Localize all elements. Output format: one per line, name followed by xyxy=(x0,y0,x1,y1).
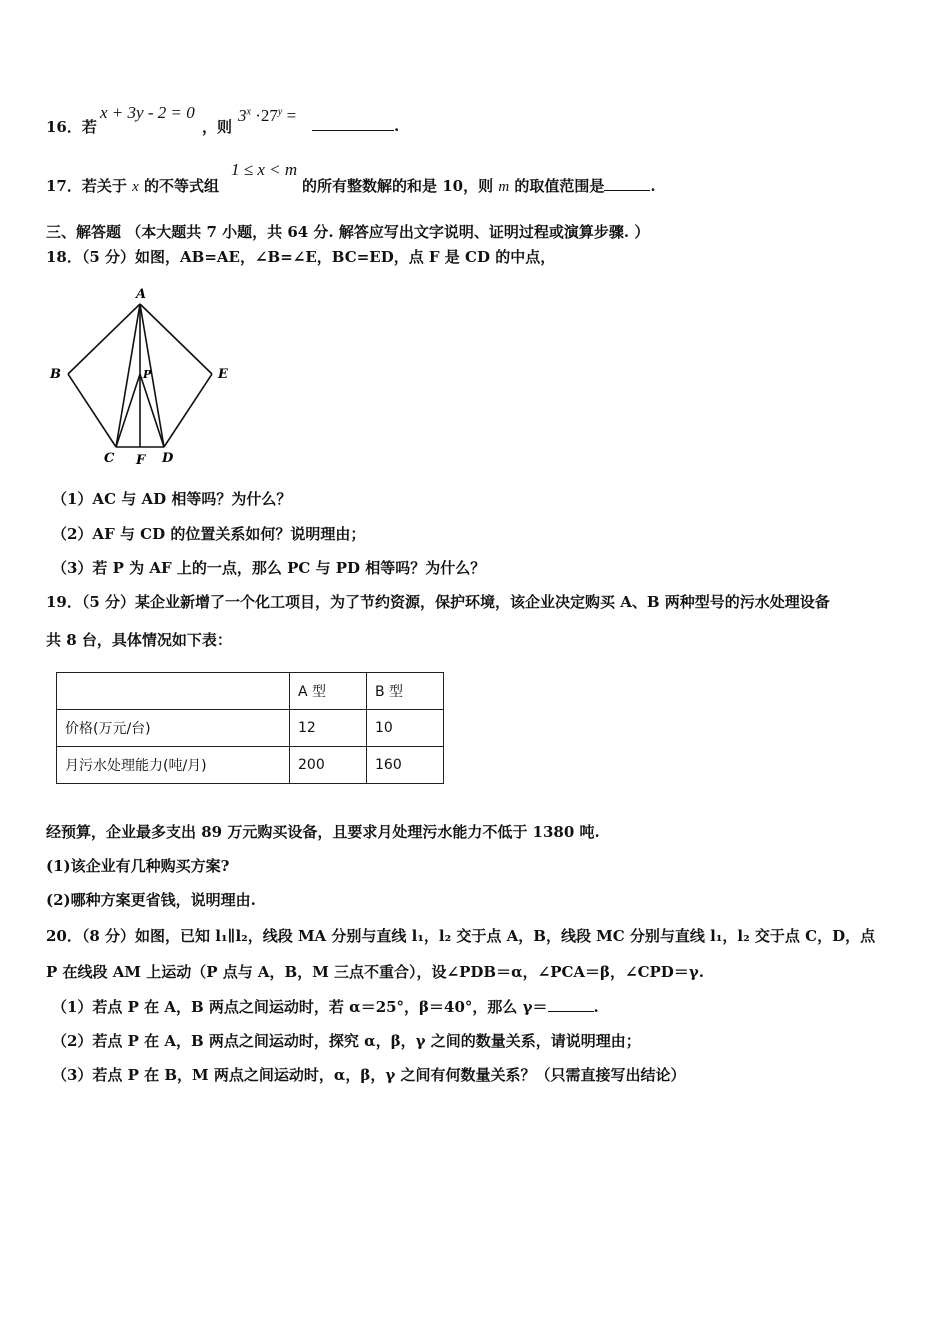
table-cell: 12 xyxy=(290,710,367,747)
label-d: D xyxy=(162,451,174,466)
label-c: C xyxy=(104,451,115,466)
label-f: F xyxy=(136,453,146,468)
label-e: E xyxy=(218,367,228,382)
q20-line-2: P 在线段 AM 上运动（P 点与 A，B，M 三点不重合），设∠PDB＝α，∠PCA＝β，∠CPD＝γ. xyxy=(46,963,704,981)
table-header-cell xyxy=(57,673,290,710)
q17-answer-blank[interactable] xyxy=(604,176,650,191)
q18-sub1: （1）AC 与 AD 相等吗？为什么？ xyxy=(52,490,292,508)
q18-stem: 18．（5 分）如图，AB=AE，∠B=∠E，BC=ED，点 F 是 CD 的中点， xyxy=(46,248,556,266)
q18-sub2: （2）AF 与 CD 的位置关系如何？说明理由； xyxy=(52,525,366,543)
edge-ac xyxy=(116,304,140,447)
table-cell: 160 xyxy=(367,747,444,784)
label-a: A xyxy=(136,287,147,302)
table-cell: 月污水处理能力(吨/月) xyxy=(57,747,290,784)
equipment-table xyxy=(56,672,444,784)
table-row xyxy=(57,747,444,784)
table-row xyxy=(57,710,444,747)
q19-stem-1: 19．（5 分）某企业新增了一个化工项目，为了节约资源，保护环境，该企业决定购买 A、B 两种型号的污水处理设备 xyxy=(46,593,830,611)
edge-pd xyxy=(140,374,164,447)
table-cell: 200 xyxy=(290,747,367,784)
q20-sub3: （3）若点 P 在 B，M 两点之间运动时，α，β，γ 之间有何数量关系？（只需直接写出结论） xyxy=(52,1066,686,1084)
q19-stem-2: 共 8 台，具体情况如下表： xyxy=(46,631,232,649)
q19-sub1: (1)该企业有几种购买方案? xyxy=(46,857,230,875)
q19-budget: 经预算，企业最多支出 89 万元购买设备，且要求月处理污水能力不低于 1380 吨. xyxy=(46,823,600,841)
q16-then: ，则 xyxy=(202,118,233,136)
q19-sub2: (2)哪种方案更省钱，说明理由. xyxy=(46,891,256,909)
q17-text-a: 17．若关于 x 的不等式组 xyxy=(46,177,220,195)
q16-equation: x + 3y - 2 = 0 xyxy=(100,103,195,122)
q16-answer-blank[interactable]: . xyxy=(312,116,399,135)
q17-text-b: 的所有整数解的和是 10，则 m 的取值范围是 . xyxy=(302,177,656,195)
q20-line-1: 20．（8 分）如图，已知 l₁∥l₂，线段 MA 分别与直线 l₁，l₂ 交于点 A，B，线段 MC 分别与直线 l₁，l₂ 交于点 C，D，点 xyxy=(46,927,876,945)
table-header-cell: A 型 xyxy=(290,673,367,710)
q18-sub3: （3）若 P 为 AF 上的一点，那么 PC 与 PD 相等吗？为什么？ xyxy=(52,559,486,577)
edge-ab xyxy=(68,304,140,374)
q18-figure xyxy=(40,282,240,470)
label-p: P xyxy=(143,368,152,381)
q16-expression: $3^x \cdot 27^y$ = xyxy=(238,106,297,125)
table-cell: 价格(万元/台) xyxy=(57,710,290,747)
edge-ae xyxy=(140,304,212,374)
table-cell: 10 xyxy=(367,710,444,747)
table-header-cell: B 型 xyxy=(367,673,444,710)
edge-ed xyxy=(164,374,212,447)
q20-answer-blank[interactable] xyxy=(548,997,594,1012)
table-header-row xyxy=(57,673,444,710)
label-b: B xyxy=(50,367,61,382)
edge-bc xyxy=(68,374,116,447)
q20-sub2: （2）若点 P 在 A，B 两点之间运动时，探究 α，β，γ 之间的数量关系，请说明理由； xyxy=(52,1032,641,1050)
edge-pc xyxy=(116,374,140,447)
q17-inequality: 1 ≤ x < m xyxy=(231,160,298,179)
q16-number: 16．若 xyxy=(46,118,97,136)
q20-sub1: （1）若点 P 在 A，B 两点之间运动时，若 α＝25°，β＝40°，那么 γ＝ . xyxy=(52,998,599,1016)
section-3-heading: 三、解答题 （本大题共 7 小题，共 64 分. 解答应写出文字说明、证明过程或演算步骤. ） xyxy=(46,223,650,241)
